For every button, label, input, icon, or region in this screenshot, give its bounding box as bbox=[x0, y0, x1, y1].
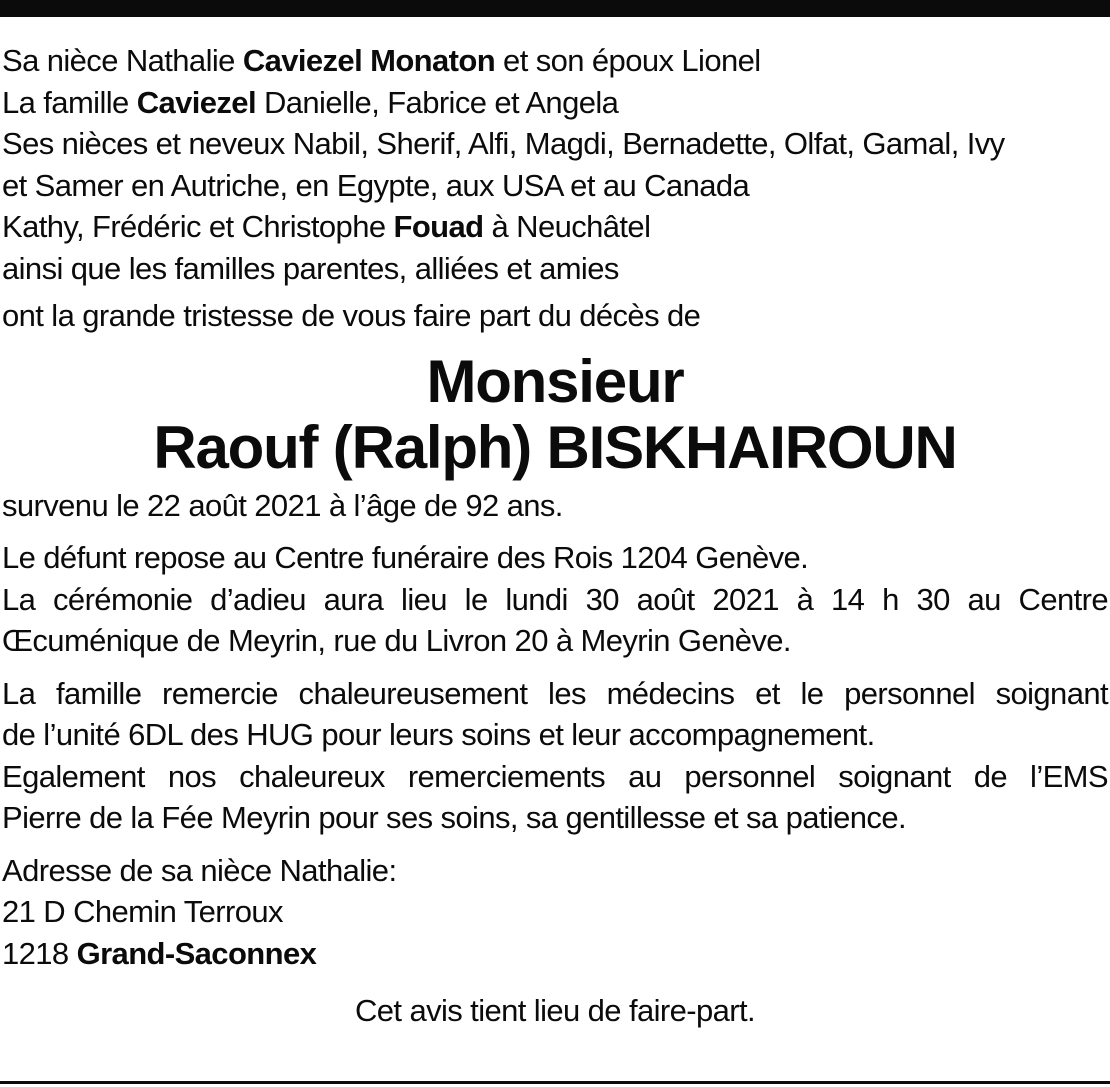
text-segment: et son époux Lionel bbox=[495, 43, 761, 78]
address-city-line bbox=[2, 933, 1108, 975]
family-line-3: Ses nièces et neveux Nabil, Sherif, Alfi, Magdi, Bernadette, Olfat, Gamal, Ivy bbox=[2, 126, 1005, 161]
address-block bbox=[2, 850, 1108, 975]
thanks-line-4: Pierre de la Fée Meyrin pour ses soins, sa gentillesse et sa patience. bbox=[2, 800, 906, 835]
top-rule bbox=[0, 0, 1110, 17]
address-label: Adresse de sa nièce Nathalie: bbox=[2, 852, 397, 888]
family-list bbox=[2, 40, 1108, 289]
text-segment: Danielle, Fabrice et Angela bbox=[255, 84, 619, 120]
text-segment: Kathy, Frédéric et Christophe bbox=[2, 209, 394, 244]
ceremony-paragraph bbox=[2, 537, 1108, 662]
bottom-rule bbox=[0, 1081, 1110, 1084]
thanks-line-1: La famille remercie chaleureusement les médecins et le personnel soignant bbox=[2, 675, 1108, 711]
address-city: Grand-Saconnex bbox=[76, 935, 317, 971]
announcement-text: ont la grande tristesse de vous faire part du décès de bbox=[2, 298, 701, 333]
ceremony-line-3: Œcuménique de Meyrin, rue du Livron 20 à Meyrin Genève. bbox=[2, 623, 791, 658]
address-postcode: 1218 bbox=[2, 935, 77, 971]
family-line-1 bbox=[2, 40, 1108, 82]
thanks-paragraph bbox=[2, 673, 1108, 839]
text-segment: Sa nièce Nathalie bbox=[2, 43, 243, 78]
death-info: survenu le 22 août 2021 à l’âge de 92 ans. bbox=[2, 487, 563, 523]
family-line-2 bbox=[2, 82, 1108, 124]
text-segment: La famille bbox=[2, 84, 137, 120]
family-name-bold: Caviezel bbox=[136, 84, 256, 120]
family-line-4: et Samer en Autriche, en Egypte, aux USA et au Canada bbox=[2, 167, 750, 203]
family-name-bold: Caviezel Monaton bbox=[242, 43, 496, 78]
address-street: 21 D Chemin Terroux bbox=[2, 894, 283, 929]
deceased-honorific: Monsieur bbox=[426, 347, 684, 415]
family-line-5 bbox=[2, 206, 1108, 248]
ceremony-line-1: Le défunt repose au Centre funéraire des Rois 1204 Genève. bbox=[2, 540, 809, 575]
thanks-line-3: Egalement nos chaleureux remerciements au personnel soignant de l’EMS bbox=[2, 758, 1108, 794]
deceased-name: Raouf (Ralph) BISKHAIROUN bbox=[153, 413, 957, 481]
text-segment: à Neuchâtel bbox=[483, 209, 651, 244]
thanks-line-2: de l’unité 6DL des HUG pour leurs soins et leur accompagnement. bbox=[2, 717, 875, 752]
closing-note: Cet avis tient lieu de faire-part. bbox=[354, 993, 756, 1028]
family-name-bold: Fouad bbox=[393, 209, 484, 244]
obituary-notice bbox=[2, 40, 1108, 1032]
deceased-heading bbox=[2, 349, 1108, 481]
ceremony-line-2: La cérémonie d’adieu aura lieu le lundi 30 août 2021 à 14 h 30 au Centre bbox=[2, 581, 1108, 617]
family-line-6: ainsi que les familles parentes, alliées et amies bbox=[2, 250, 619, 286]
